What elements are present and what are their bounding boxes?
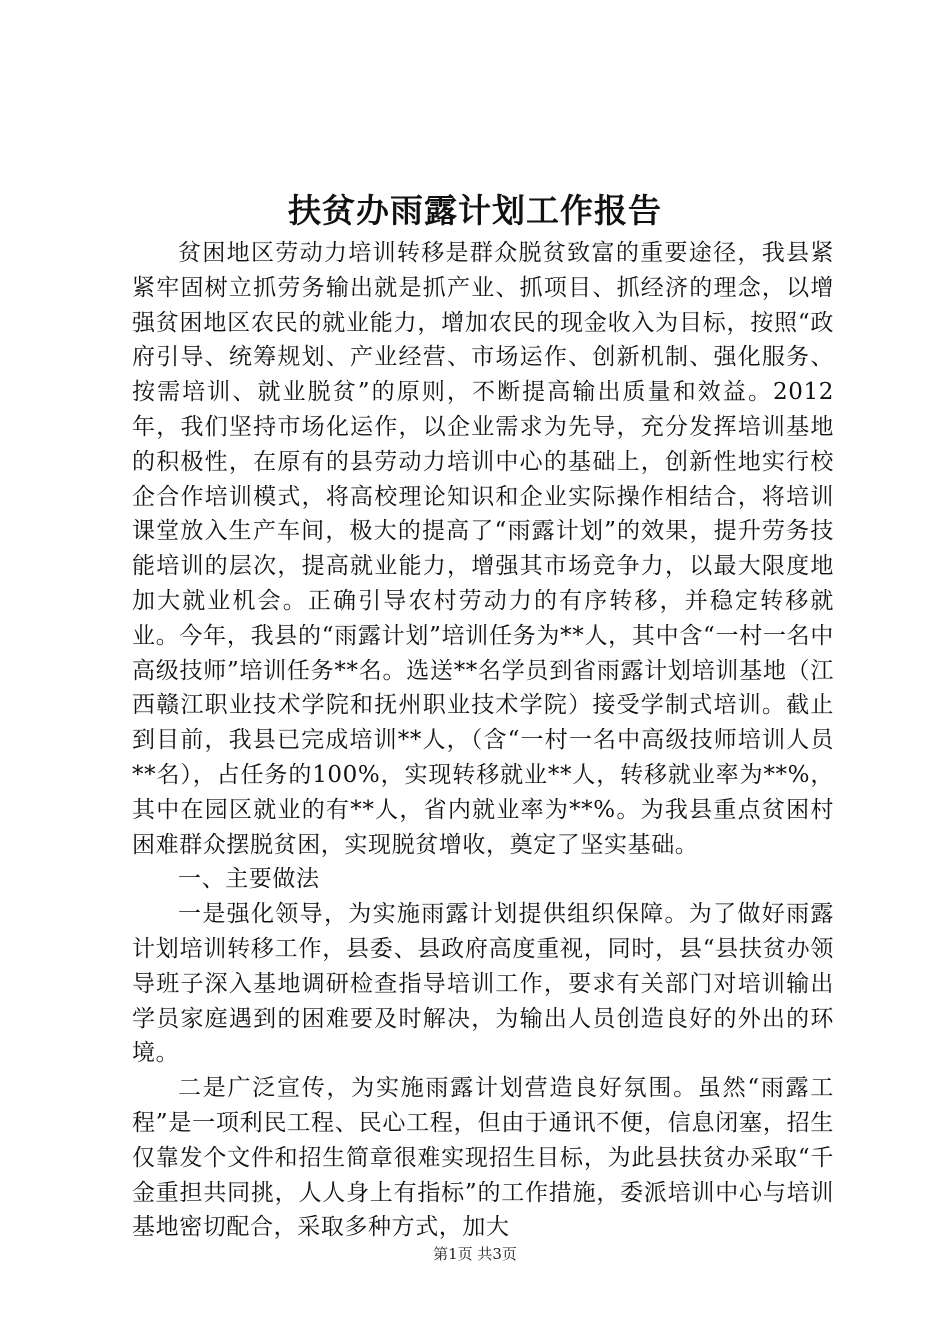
section-heading: 一、主要做法 xyxy=(178,866,320,893)
document-title: 扶贫办雨露计划工作报告 xyxy=(288,191,662,230)
page-indicator: 第1页 共3页 xyxy=(433,1245,517,1263)
body-paragraph: 一是强化领导，为实施雨露计划提供组织保障。为了做好雨露计划培训转移工作，县委、县政府高度重视，同时，县“县扶贫办领导班子深入基地调研检查指导培训工作，要求有关部门对培训输出学员家庭遇到的困难要及时解决，为输出人员创造良好的外出的环境。 xyxy=(132,901,834,1067)
body-paragraph: 二是广泛宣传，为实施雨露计划营造良好氛围。虽然“雨露工程”是一项利民工程、民心工程，但由于通讯不便，信息闭塞，招生仅靠发个文件和招生简章很难实现招生目标，为此县扶贫办采取“千金重担共同挑，人人身上有指标”的工作措施，委派培训中心与培训基地密切配合，采取多种方式，加大 xyxy=(132,1075,834,1241)
document-body xyxy=(132,236,834,1245)
intro-paragraph: 贫困地区劳动力培训转移是群众脱贫致富的重要途径，我县紧紧牢固树立抓劳务输出就是抓产业、抓项目、抓经济的理念，以增强贫困地区农民的就业能力，增加农民的现金收入为目标，按照“政府引导、统筹规划、产业经营、市场运作、创新机制、强化服务、按需培训、就业脱贫”的原则，不断提高输出质量和效益。2012年，我们坚持市场化运作，以企业需求为先导，充分发挥培训基地的积极性，在原有的县劳动力培训中心的基础上，创新性地实行校企合作培训模式，将高校理论知识和企业实际操作相结合，将培训课堂放入生产车间，极大的提高了“雨露计划”的效果，提升劳务技能培训的层次，提高就业能力，增强其市场竞争力，以最大限度地加大就业机会。正确引导农村劳动力的有序转移，并稳定转移就业。今年，我县的“雨露计划”培训任务为**人，其中含“一村一名中高级技师”培训任务**名。选送**名学员到省雨露计划培训基地（江西赣江职业技术学院和抚州职业技术学院）接受学制式培训。截止到目前，我县已完成培训**人，（含“一村一名中高级技师培训人员**名），占任务的100%，实现转移就业**人，转移就业率为**%，其中在园区就业的有**人，省内就业率为**%。为我县重点贫困村困难群众摆脱贫困，实现脱贫增收，奠定了坚实基础。 xyxy=(132,240,834,858)
